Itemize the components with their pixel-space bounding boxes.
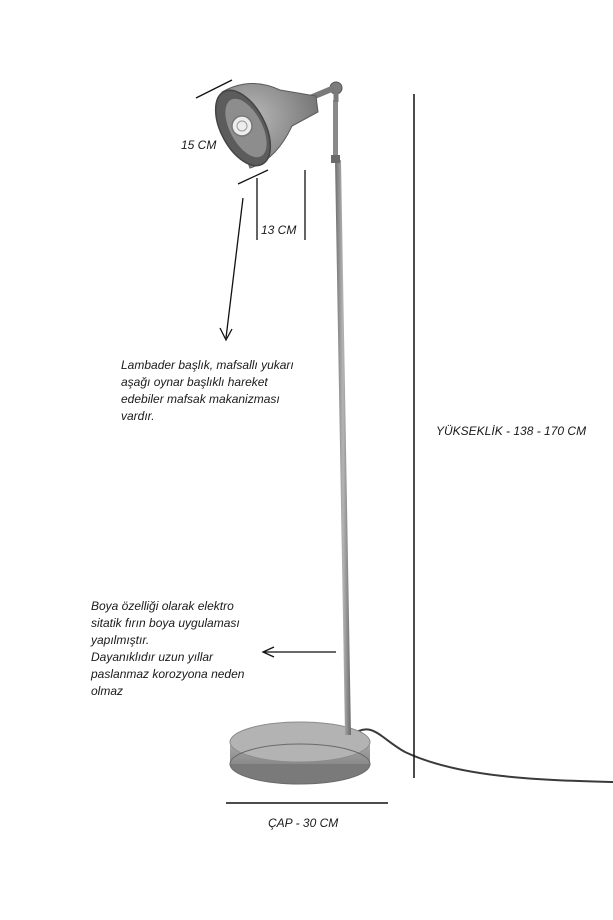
head-note-line: aşağı oynar başlıklı hareket (121, 375, 268, 389)
power-cable (352, 729, 613, 782)
head-note (121, 357, 294, 425)
paint-note-line: yapılmıştır. (91, 633, 150, 647)
paint-note-line: Boya özelliği olarak elektro (91, 599, 234, 613)
base-diameter-label: ÇAP - 30 CM (268, 816, 339, 830)
height-label: YÜKSEKLİK - 138 - 170 CM (436, 424, 587, 438)
head-note-line: Lambader başlık, mafsallı yukarı (121, 358, 294, 372)
paint-note-line: Dayanıklıdır uzun yıllar (91, 650, 214, 664)
paint-note-line: olmaz (91, 684, 124, 698)
head-note-line: vardır. (121, 409, 155, 423)
head-note-arrow (226, 198, 243, 338)
head-note-line: edebiler mafsak makanizması (121, 392, 280, 406)
lamp-pole (335, 160, 351, 735)
paint-note (91, 598, 244, 700)
head-diameter-label: 15 CM (181, 138, 217, 152)
bulb (232, 116, 252, 136)
paint-note-line: paslanmaz korozyona neden (91, 667, 245, 681)
paint-note-line: sitatik fırın boya uygulaması (91, 616, 240, 630)
telescopic-tube (333, 100, 338, 162)
lamp-shade (204, 81, 318, 174)
head-depth-label: 13 CM (261, 223, 297, 237)
